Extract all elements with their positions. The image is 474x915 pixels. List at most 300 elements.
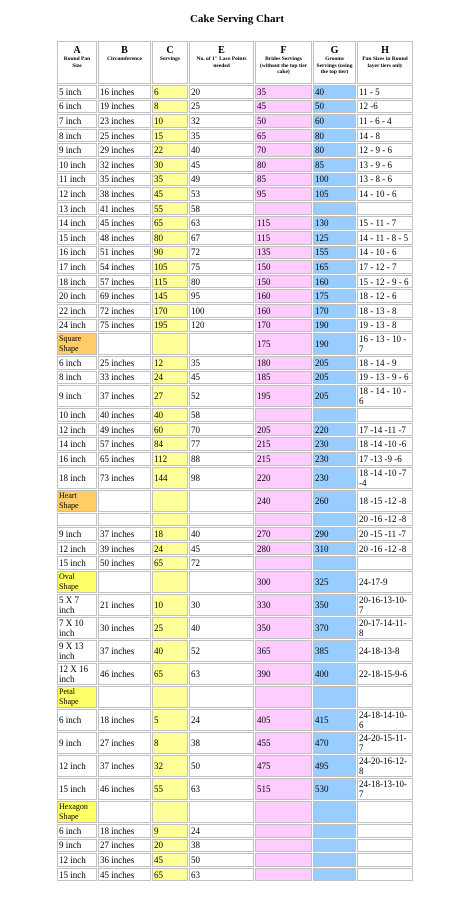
servings-cell: 15 <box>152 129 188 143</box>
grooms-servings-cell: 205 <box>313 385 356 407</box>
servings-cell: 35 <box>152 173 188 187</box>
brides-servings-cell: 195 <box>255 385 312 407</box>
grooms-servings-cell: 40 <box>313 85 356 99</box>
pan-sizes-cell <box>357 556 413 570</box>
circumference-cell: 72 inches <box>98 304 151 318</box>
table-row <box>57 452 413 466</box>
circumference-cell: 35 inches <box>98 173 151 187</box>
servings-cell: 10 <box>152 114 188 128</box>
brides-servings-cell <box>255 853 312 867</box>
table-row <box>57 289 413 303</box>
circumference-cell: 27 inches <box>98 839 151 853</box>
pan-sizes-cell: 18 - 12 - 6 <box>357 289 413 303</box>
table-row <box>57 187 413 201</box>
brides-servings-cell: 515 <box>255 778 312 800</box>
brides-servings-cell: 365 <box>255 640 312 662</box>
grooms-servings-cell: 80 <box>313 143 356 157</box>
pan-size-cell: Square Shape <box>57 333 97 355</box>
table-row <box>57 173 413 187</box>
lace-points-cell: 88 <box>189 452 254 466</box>
lace-points-cell: 72 <box>189 246 254 260</box>
servings-cell: 10 <box>152 594 188 616</box>
table-row <box>57 246 413 260</box>
brides-servings-cell <box>255 513 312 527</box>
table-row <box>57 663 413 685</box>
pan-sizes-cell <box>357 868 413 882</box>
servings-cell: 6 <box>152 85 188 99</box>
shape-section-row <box>57 333 413 355</box>
pan-size-cell: 10 inch <box>57 408 97 422</box>
table-row <box>57 640 413 662</box>
pan-sizes-cell: 18 - 13 - 8 <box>357 304 413 318</box>
table-row <box>57 732 413 754</box>
lace-points-cell: 75 <box>189 260 254 274</box>
brides-servings-cell: 455 <box>255 732 312 754</box>
brides-servings-cell: 115 <box>255 216 312 230</box>
table-row <box>57 371 413 385</box>
circumference-cell: 37 inches <box>98 640 151 662</box>
lace-points-cell: 58 <box>189 202 254 216</box>
servings-cell: 5 <box>152 709 188 731</box>
grooms-servings-cell: 100 <box>313 173 356 187</box>
lace-points-cell: 40 <box>189 143 254 157</box>
pan-size-cell: 6 inch <box>57 824 97 838</box>
pan-size-cell: 18 inch <box>57 467 97 489</box>
pan-sizes-cell: 22-18-15-9-6 <box>357 663 413 685</box>
pan-sizes-cell <box>357 853 413 867</box>
brides-servings-cell <box>255 801 312 823</box>
lace-points-cell: 24 <box>189 824 254 838</box>
grooms-servings-cell: 530 <box>313 778 356 800</box>
grooms-servings-cell <box>313 408 356 422</box>
circumference-cell: 29 inches <box>98 143 151 157</box>
servings-cell: 45 <box>152 853 188 867</box>
table-row <box>57 216 413 230</box>
pan-sizes-cell: 17 -14 -11 -7 <box>357 423 413 437</box>
pan-size-cell: 16 inch <box>57 452 97 466</box>
circumference-cell: 69 inches <box>98 289 151 303</box>
servings-cell: 145 <box>152 289 188 303</box>
grooms-servings-cell: 415 <box>313 709 356 731</box>
pan-sizes-cell <box>357 408 413 422</box>
circumference-cell: 23 inches <box>98 114 151 128</box>
lace-points-cell: 53 <box>189 187 254 201</box>
shape-section-row <box>57 571 413 593</box>
table-row <box>57 85 413 99</box>
shape-section-row <box>57 801 413 823</box>
pan-size-cell: 5 inch <box>57 85 97 99</box>
pan-size-cell: 15 inch <box>57 556 97 570</box>
grooms-servings-cell <box>313 853 356 867</box>
servings-cell <box>152 686 188 708</box>
pan-sizes-cell: 12 - 9 - 6 <box>357 143 413 157</box>
brides-servings-cell: 350 <box>255 617 312 639</box>
grooms-servings-cell: 205 <box>313 371 356 385</box>
table-row <box>57 275 413 289</box>
grooms-servings-cell: 105 <box>313 187 356 201</box>
circumference-cell: 19 inches <box>98 100 151 114</box>
grooms-servings-cell: 175 <box>313 289 356 303</box>
lace-points-cell: 35 <box>189 356 254 370</box>
circumference-cell: 57 inches <box>98 437 151 451</box>
circumference-cell <box>98 686 151 708</box>
brides-servings-cell: 160 <box>255 304 312 318</box>
servings-cell <box>152 513 188 527</box>
lace-points-cell: 95 <box>189 289 254 303</box>
lace-points-cell: 40 <box>189 527 254 541</box>
lace-points-cell <box>189 513 254 527</box>
grooms-servings-cell: 260 <box>313 490 356 512</box>
servings-cell: 8 <box>152 732 188 754</box>
pan-sizes-cell: 24-18-13-8 <box>357 640 413 662</box>
pan-size-cell: 6 inch <box>57 100 97 114</box>
grooms-servings-cell: 325 <box>313 571 356 593</box>
brides-servings-cell: 35 <box>255 85 312 99</box>
pan-sizes-cell <box>357 824 413 838</box>
pan-size-cell: Oval Shape <box>57 571 97 593</box>
brides-servings-cell: 215 <box>255 452 312 466</box>
table-row <box>57 100 413 114</box>
table-row <box>57 778 413 800</box>
pan-sizes-cell: 14 - 10 - 6 <box>357 187 413 201</box>
pan-sizes-cell: 14 - 11 - 8 - 5 <box>357 231 413 245</box>
servings-cell: 27 <box>152 385 188 407</box>
header-a: A Round Pan Size <box>57 41 97 84</box>
lace-points-cell: 20 <box>189 85 254 99</box>
table-row <box>57 385 413 407</box>
servings-cell: 115 <box>152 275 188 289</box>
shape-section-row <box>57 490 413 512</box>
pan-size-cell: 12 inch <box>57 423 97 437</box>
pan-size-cell: 15 inch <box>57 778 97 800</box>
pan-sizes-cell: 19 - 13 - 9 - 6 <box>357 371 413 385</box>
circumference-cell: 32 inches <box>98 158 151 172</box>
lace-points-cell: 98 <box>189 467 254 489</box>
pan-sizes-cell: 20-17-14-11-8 <box>357 617 413 639</box>
lace-points-cell: 58 <box>189 408 254 422</box>
lace-points-cell: 38 <box>189 839 254 853</box>
servings-cell: 65 <box>152 216 188 230</box>
brides-servings-cell: 280 <box>255 542 312 556</box>
table-row <box>57 408 413 422</box>
pan-size-cell: 10 inch <box>57 158 97 172</box>
brides-servings-cell: 180 <box>255 356 312 370</box>
brides-servings-cell: 135 <box>255 246 312 260</box>
table-row <box>57 839 413 853</box>
pan-sizes-cell: 18 - 14 - 10 - 6 <box>357 385 413 407</box>
lace-points-cell: 24 <box>189 709 254 731</box>
lace-points-cell: 40 <box>189 617 254 639</box>
grooms-servings-cell: 310 <box>313 542 356 556</box>
grooms-servings-cell: 470 <box>313 732 356 754</box>
grooms-servings-cell: 370 <box>313 617 356 639</box>
pan-sizes-cell: 24-18-14-10-6 <box>357 709 413 731</box>
grooms-servings-cell <box>313 839 356 853</box>
brides-servings-cell: 330 <box>255 594 312 616</box>
servings-cell: 65 <box>152 868 188 882</box>
servings-cell: 25 <box>152 617 188 639</box>
circumference-cell: 73 inches <box>98 467 151 489</box>
brides-servings-cell <box>255 408 312 422</box>
servings-cell: 195 <box>152 319 188 333</box>
pan-size-cell: 9 inch <box>57 385 97 407</box>
pan-sizes-cell: 16 - 13 - 10 - 7 <box>357 333 413 355</box>
servings-cell <box>152 333 188 355</box>
servings-cell <box>152 490 188 512</box>
table-body <box>57 85 413 881</box>
lace-points-cell: 67 <box>189 231 254 245</box>
pan-sizes-cell: 24-20-16-12-8 <box>357 755 413 777</box>
pan-size-cell: 13 inch <box>57 202 97 216</box>
pan-sizes-cell: 12 -6 <box>357 100 413 114</box>
lace-points-cell: 38 <box>189 732 254 754</box>
table-row <box>57 304 413 318</box>
brides-servings-cell: 175 <box>255 333 312 355</box>
pan-sizes-cell: 15 - 11 - 7 <box>357 216 413 230</box>
brides-servings-cell <box>255 839 312 853</box>
grooms-servings-cell <box>313 824 356 838</box>
circumference-cell: 39 inches <box>98 542 151 556</box>
circumference-cell: 49 inches <box>98 423 151 437</box>
lace-points-cell: 120 <box>189 319 254 333</box>
table-row <box>57 129 413 143</box>
brides-servings-cell <box>255 868 312 882</box>
grooms-servings-cell: 190 <box>313 319 356 333</box>
table-row <box>57 143 413 157</box>
pan-size-cell: 5 X 7 inch <box>57 594 97 616</box>
brides-servings-cell <box>255 686 312 708</box>
circumference-cell: 50 inches <box>98 556 151 570</box>
servings-cell: 18 <box>152 527 188 541</box>
grooms-servings-cell: 205 <box>313 356 356 370</box>
header-c: C Servings <box>152 41 188 84</box>
grooms-servings-cell: 80 <box>313 129 356 143</box>
grooms-servings-cell: 400 <box>313 663 356 685</box>
servings-cell: 9 <box>152 824 188 838</box>
brides-servings-cell: 390 <box>255 663 312 685</box>
pan-size-cell: 14 inch <box>57 216 97 230</box>
brides-servings-cell: 205 <box>255 423 312 437</box>
circumference-cell: 37 inches <box>98 385 151 407</box>
servings-cell: 105 <box>152 260 188 274</box>
pan-size-cell: 14 inch <box>57 437 97 451</box>
circumference-cell <box>98 513 151 527</box>
lace-points-cell: 70 <box>189 423 254 437</box>
pan-sizes-cell: 14 - 10 - 6 <box>357 246 413 260</box>
brides-servings-cell: 115 <box>255 231 312 245</box>
lace-points-cell: 50 <box>189 853 254 867</box>
brides-servings-cell: 150 <box>255 275 312 289</box>
brides-servings-cell: 150 <box>255 260 312 274</box>
circumference-cell: 41 inches <box>98 202 151 216</box>
pan-size-cell: 8 inch <box>57 129 97 143</box>
pan-size-cell: 18 inch <box>57 275 97 289</box>
table-row <box>57 319 413 333</box>
circumference-cell: 25 inches <box>98 356 151 370</box>
circumference-cell: 21 inches <box>98 594 151 616</box>
header-g: G Grooms Servings (using the top tier) <box>313 41 356 84</box>
table-row <box>57 617 413 639</box>
pan-sizes-cell <box>357 686 413 708</box>
brides-servings-cell: 215 <box>255 437 312 451</box>
pan-sizes-cell: 14 - 8 <box>357 129 413 143</box>
table-row <box>57 868 413 882</box>
circumference-cell: 57 inches <box>98 275 151 289</box>
circumference-cell <box>98 571 151 593</box>
pan-size-cell: 11 inch <box>57 173 97 187</box>
grooms-servings-cell: 50 <box>313 100 356 114</box>
circumference-cell <box>98 490 151 512</box>
circumference-cell: 38 inches <box>98 187 151 201</box>
lace-points-cell: 25 <box>189 100 254 114</box>
circumference-cell: 37 inches <box>98 755 151 777</box>
pan-size-cell: 8 inch <box>57 371 97 385</box>
circumference-cell <box>98 333 151 355</box>
servings-cell: 65 <box>152 556 188 570</box>
grooms-servings-cell: 220 <box>313 423 356 437</box>
pan-sizes-cell: 17 -13 -9 -6 <box>357 452 413 466</box>
brides-servings-cell: 65 <box>255 129 312 143</box>
pan-sizes-cell: 11 - 6 - 4 <box>357 114 413 128</box>
pan-sizes-cell: 18 -15 -12 -8 <box>357 490 413 512</box>
servings-cell: 55 <box>152 778 188 800</box>
pan-size-cell: 9 inch <box>57 143 97 157</box>
pan-size-cell: 9 inch <box>57 732 97 754</box>
lace-points-cell: 32 <box>189 114 254 128</box>
table-row <box>57 423 413 437</box>
servings-cell: 170 <box>152 304 188 318</box>
circumference-cell: 25 inches <box>98 129 151 143</box>
lace-points-cell: 45 <box>189 158 254 172</box>
lace-points-cell: 63 <box>189 868 254 882</box>
servings-cell: 45 <box>152 187 188 201</box>
servings-cell: 40 <box>152 640 188 662</box>
pan-size-cell: 12 inch <box>57 187 97 201</box>
pan-size-cell: 9 inch <box>57 527 97 541</box>
brides-servings-cell: 220 <box>255 467 312 489</box>
circumference-cell: 65 inches <box>98 452 151 466</box>
circumference-cell: 37 inches <box>98 527 151 541</box>
lace-points-cell: 45 <box>189 542 254 556</box>
circumference-cell <box>98 801 151 823</box>
brides-servings-cell: 300 <box>255 571 312 593</box>
lace-points-cell: 52 <box>189 640 254 662</box>
brides-servings-cell: 45 <box>255 100 312 114</box>
header-b: B Circumference <box>98 41 151 84</box>
grooms-servings-cell: 290 <box>313 527 356 541</box>
pan-sizes-cell: 24-18-13-10-7 <box>357 778 413 800</box>
grooms-servings-cell <box>313 513 356 527</box>
brides-servings-cell <box>255 202 312 216</box>
pan-size-cell: 12 inch <box>57 755 97 777</box>
lace-points-cell <box>189 571 254 593</box>
brides-servings-cell: 240 <box>255 490 312 512</box>
table-row <box>57 202 413 216</box>
circumference-cell: 36 inches <box>98 853 151 867</box>
grooms-servings-cell: 350 <box>313 594 356 616</box>
table-row <box>57 527 413 541</box>
circumference-cell: 33 inches <box>98 371 151 385</box>
servings-cell: 12 <box>152 356 188 370</box>
table-row <box>57 114 413 128</box>
header-f: F Brides Servings (without the top tier cake) <box>255 41 312 84</box>
pan-size-cell: 6 inch <box>57 356 97 370</box>
pan-size-cell: Hexagon Shape <box>57 801 97 823</box>
lace-points-cell: 100 <box>189 304 254 318</box>
lace-points-cell <box>189 801 254 823</box>
lace-points-cell: 80 <box>189 275 254 289</box>
circumference-cell: 18 inches <box>98 824 151 838</box>
grooms-servings-cell <box>313 202 356 216</box>
pan-size-cell: 20 inch <box>57 289 97 303</box>
pan-size-cell: 7 inch <box>57 114 97 128</box>
grooms-servings-cell: 85 <box>313 158 356 172</box>
pan-size-cell: 15 inch <box>57 231 97 245</box>
pan-size-cell: 22 inch <box>57 304 97 318</box>
grooms-servings-cell: 495 <box>313 755 356 777</box>
circumference-cell: 46 inches <box>98 778 151 800</box>
pan-sizes-cell: 18 -14 -10 -6 <box>357 437 413 451</box>
pan-sizes-cell: 20-16-13-10-7 <box>357 594 413 616</box>
pan-size-cell: 12 inch <box>57 853 97 867</box>
servings-cell: 90 <box>152 246 188 260</box>
circumference-cell: 27 inches <box>98 732 151 754</box>
grooms-servings-cell <box>313 556 356 570</box>
grooms-servings-cell: 230 <box>313 437 356 451</box>
pan-sizes-cell: 24-20-15-11-7 <box>357 732 413 754</box>
lace-points-cell: 30 <box>189 594 254 616</box>
pan-size-cell: 12 X 16 inch <box>57 663 97 685</box>
pan-size-cell: 16 inch <box>57 246 97 260</box>
header-row <box>57 41 413 84</box>
pan-sizes-cell <box>357 202 413 216</box>
lace-points-cell <box>189 490 254 512</box>
brides-servings-cell: 475 <box>255 755 312 777</box>
pan-sizes-cell: 11 - 5 <box>357 85 413 99</box>
servings-cell <box>152 801 188 823</box>
lace-points-cell: 77 <box>189 437 254 451</box>
table-row <box>57 709 413 731</box>
grooms-servings-cell: 190 <box>313 333 356 355</box>
cake-serving-table <box>56 40 414 882</box>
table-row <box>57 158 413 172</box>
servings-cell: 8 <box>152 100 188 114</box>
servings-cell: 80 <box>152 231 188 245</box>
pan-sizes-cell: 24-17-9 <box>357 571 413 593</box>
table-row <box>57 824 413 838</box>
pan-size-cell: 17 inch <box>57 260 97 274</box>
pan-size-cell <box>57 513 97 527</box>
circumference-cell: 48 inches <box>98 231 151 245</box>
brides-servings-cell: 80 <box>255 158 312 172</box>
table-row <box>57 356 413 370</box>
servings-cell <box>152 571 188 593</box>
lace-points-cell: 49 <box>189 173 254 187</box>
brides-servings-cell: 405 <box>255 709 312 731</box>
lace-points-cell: 63 <box>189 663 254 685</box>
pan-sizes-cell: 17 - 12 - 7 <box>357 260 413 274</box>
brides-servings-cell: 270 <box>255 527 312 541</box>
pan-size-cell: 6 inch <box>57 709 97 731</box>
servings-cell: 24 <box>152 542 188 556</box>
grooms-servings-cell: 230 <box>313 452 356 466</box>
circumference-cell: 54 inches <box>98 260 151 274</box>
lace-points-cell <box>189 686 254 708</box>
grooms-servings-cell: 170 <box>313 304 356 318</box>
servings-cell: 20 <box>152 839 188 853</box>
servings-cell: 24 <box>152 371 188 385</box>
pan-sizes-cell: 19 - 13 - 8 <box>357 319 413 333</box>
